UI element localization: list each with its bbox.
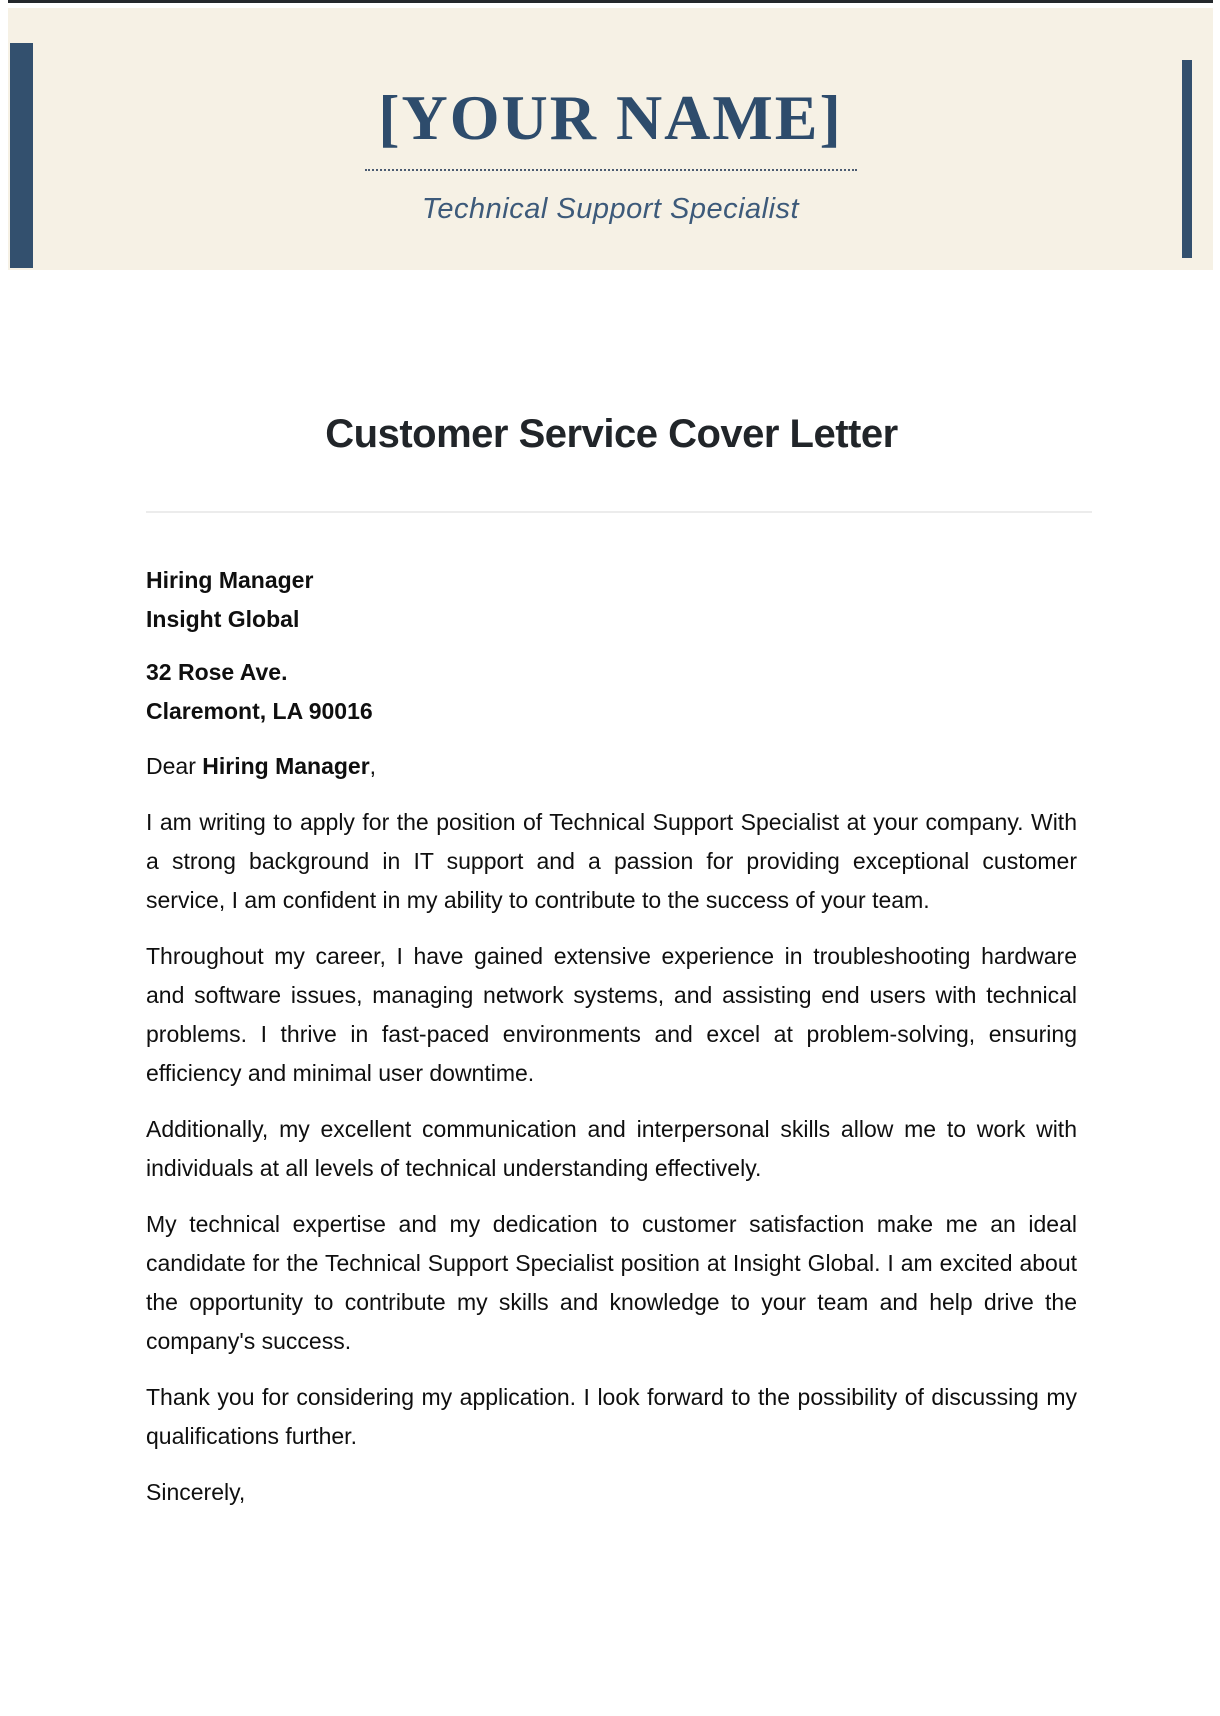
top-border-line	[8, 0, 1213, 3]
body-paragraph-1: I am writing to apply for the position of Technical Support Specialist at your company. With a strong background in IT support and a passion for providing exceptional customer service, I am confident in my ability to contribute to the success of your team.	[146, 809, 1077, 913]
letter-body	[146, 270, 1077, 1512]
body-paragraph-5: Thank you for considering my application. I look forward to the possibility of discussing my qualifications further.	[146, 1384, 1077, 1449]
recipient-address-block	[146, 653, 1077, 731]
title-divider-line	[146, 511, 1092, 513]
salutation-prefix: Dear	[146, 753, 203, 779]
body-paragraph-2: Throughout my career, I have gained extensive experience in troubleshooting hardware and software issues, managing network systems, and assisting end users with technical problems. I thrive in fast-paced environments and excel at problem-solving, ensuring efficiency and minimal user downtime.	[146, 943, 1077, 1086]
closing-sincerely: Sincerely,	[146, 1479, 246, 1505]
body-paragraph-3: Additionally, my excellent communication and interpersonal skills allow me to work with individuals at all levels of technical understanding effectively.	[146, 1116, 1077, 1181]
letterhead	[8, 8, 1213, 270]
letterhead-name-placeholder: [YOUR NAME]	[378, 82, 843, 153]
letterhead-role-subtitle: Technical Support Specialist	[421, 193, 800, 225]
recipient-address-line2: Claremont, LA 90016	[146, 698, 373, 724]
letterhead-left-accent-bar	[10, 43, 33, 268]
body-paragraph-4: My technical expertise and my dedication to customer satisfaction make me an ideal candidate for the Technical Support Specialist position at Insight Global. I am excited about the opportunity to contribute my skills and knowledge to your team and help drive the company's success.	[146, 1211, 1077, 1354]
salutation-suffix: ,	[369, 753, 377, 779]
recipient-address-line1: 32 Rose Ave.	[146, 659, 288, 685]
salutation-recipient-name: Hiring Manager	[202, 753, 370, 779]
page-title: Customer Service Cover Letter	[325, 412, 898, 456]
salutation	[146, 747, 1077, 786]
recipient-block	[146, 561, 1077, 639]
letterhead-right-accent-bar	[1182, 60, 1192, 258]
recipient-name: Hiring Manager	[146, 567, 314, 593]
recipient-company: Insight Global	[146, 606, 300, 632]
letterhead-dotted-divider	[365, 169, 857, 171]
